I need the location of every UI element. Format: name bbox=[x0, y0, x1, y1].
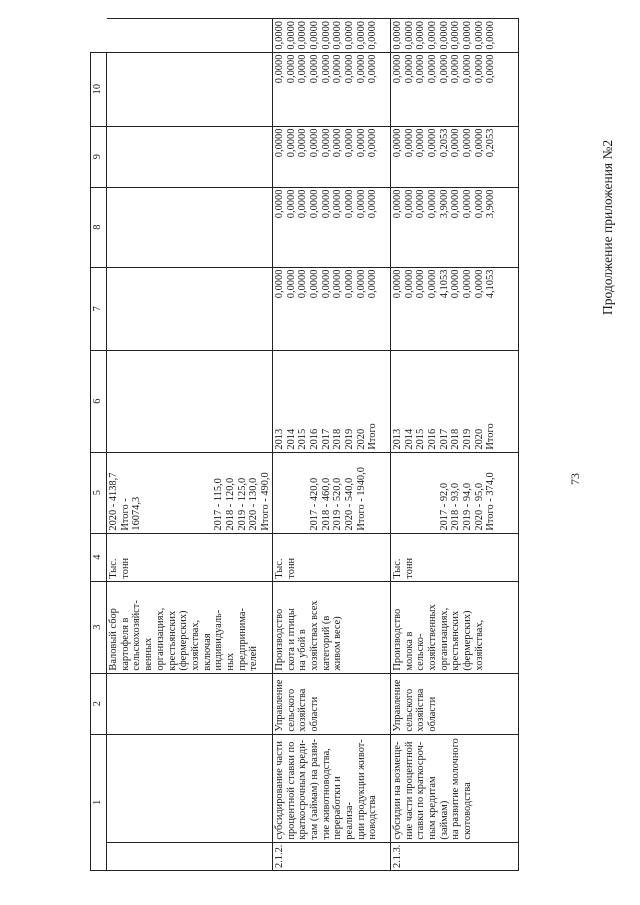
extra-budget-column-values bbox=[392, 21, 497, 50]
value-cell: 0,0000 bbox=[308, 269, 320, 299]
value-cell: 0,0000 bbox=[403, 128, 415, 158]
value-cell: 0,0000 bbox=[415, 54, 427, 84]
continuation-title: Продолжение приложения №2 bbox=[600, 139, 615, 315]
column-number-row bbox=[91, 19, 107, 871]
value-cell: 0,0000 bbox=[473, 189, 485, 219]
value-cell: 0,0000 bbox=[344, 54, 356, 84]
row-number: 2.1.2. bbox=[272, 842, 390, 870]
executor bbox=[107, 673, 273, 734]
value-cell: 0,0000 bbox=[320, 128, 332, 158]
value-cell: 0,0000 bbox=[462, 54, 474, 84]
value-cell: 0,0000 bbox=[391, 269, 403, 299]
value-cell: 0,0000 bbox=[450, 21, 462, 50]
table-row bbox=[107, 19, 273, 871]
year-cell: Итого bbox=[367, 423, 379, 450]
column-number: 8 bbox=[91, 187, 107, 267]
value-cell: 0,0000 bbox=[273, 189, 285, 219]
indicator-name: Валовый сбор картофеля в сельскохозяйст- венных организациях, крестьянских (фермерских) хозяйствах, включая индивидуаль- ных предпринима- телей bbox=[107, 581, 273, 673]
value-cell: 0,0000 bbox=[426, 269, 438, 299]
value-cell: 0,0000 bbox=[485, 54, 497, 84]
unit: Тыс. тонн bbox=[107, 533, 273, 581]
value-cell: 0,0000 bbox=[450, 54, 462, 84]
value-cell: 0,0000 bbox=[462, 189, 474, 219]
year-cell: 2013 bbox=[391, 428, 403, 450]
year-cell: 2018 bbox=[332, 428, 344, 450]
year-cell: 2019 bbox=[462, 428, 474, 450]
local-budget-column bbox=[107, 52, 273, 126]
column-number: 10 bbox=[91, 52, 107, 126]
value-cell: 0,0000 bbox=[285, 54, 297, 84]
column-number: 4 bbox=[91, 533, 107, 581]
value-cell: 0,0000 bbox=[403, 21, 415, 50]
regional-budget-column bbox=[272, 126, 390, 187]
unit: Тыс. тонн bbox=[272, 533, 390, 581]
year-column bbox=[390, 350, 518, 452]
year-cell: 2015 bbox=[297, 428, 309, 450]
value-cell: 0,0000 bbox=[297, 21, 309, 50]
year-cell: Итого bbox=[485, 423, 497, 450]
funding-total-column-values bbox=[274, 270, 379, 348]
local-budget-column bbox=[390, 52, 518, 126]
value-cell: 3,9000 bbox=[485, 189, 497, 219]
year-cell: 2016 bbox=[426, 428, 438, 450]
federal-budget-column bbox=[390, 187, 518, 267]
local-budget-column-values bbox=[392, 55, 497, 124]
column-number: 9 bbox=[91, 126, 107, 187]
program-table bbox=[90, 18, 519, 871]
year-cell: 2019 bbox=[344, 428, 356, 450]
value-cell: 0,0000 bbox=[273, 269, 285, 299]
value-cell: 0,0000 bbox=[473, 54, 485, 84]
value-cell: 0,0000 bbox=[285, 269, 297, 299]
unit: Тыс. тонн bbox=[390, 533, 518, 581]
column-number: 2 bbox=[91, 673, 107, 734]
value-cell: 0,0000 bbox=[485, 21, 497, 50]
value-cell: 0,0000 bbox=[308, 54, 320, 84]
extra-budget-column bbox=[272, 19, 390, 53]
value-cell: 0,0000 bbox=[344, 269, 356, 299]
value-cell: 0,0000 bbox=[426, 54, 438, 84]
value-cell: 0,0000 bbox=[367, 54, 379, 84]
value-cell: 0,0000 bbox=[285, 128, 297, 158]
value-cell: 0,0000 bbox=[462, 128, 474, 158]
indicator-name: Производство скота и птицы на убой в хозяйствах всех категорий (в живом весе) bbox=[272, 581, 390, 673]
funding-total-column bbox=[107, 267, 273, 350]
value-cell: 0,0000 bbox=[355, 54, 367, 84]
value-cell: 0,0000 bbox=[367, 128, 379, 158]
year-column bbox=[272, 350, 390, 452]
value-cell: 0,0000 bbox=[273, 21, 285, 50]
value-cell: 0,0000 bbox=[403, 269, 415, 299]
year-column bbox=[107, 350, 273, 452]
row-number bbox=[107, 842, 273, 870]
funding-total-column-values bbox=[392, 270, 497, 348]
value-cell: 0,0000 bbox=[320, 269, 332, 299]
value-cell: 0,0000 bbox=[320, 21, 332, 50]
regional-budget-column bbox=[107, 126, 273, 187]
value-cell: 0,0000 bbox=[308, 189, 320, 219]
value-cell: 0,0000 bbox=[332, 128, 344, 158]
value-cell: 0,0000 bbox=[438, 21, 450, 50]
value-cell: 0,0000 bbox=[344, 21, 356, 50]
target-values: 2020 - 4138,7 Итого - 16074,3 2017 - 115,0 2018 - 120,0 2019 - 125,0 2020 - 130,0 Итого - 490,0 bbox=[107, 452, 273, 533]
regional-budget-column bbox=[390, 126, 518, 187]
year-cell: 2013 bbox=[273, 428, 285, 450]
year-cell: 2014 bbox=[285, 428, 297, 450]
value-cell: 0,0000 bbox=[426, 189, 438, 219]
target-values: 2017 - 420,0 2018 - 460,0 2019 - 520,0 2020 - 540,0 Итого - 1940,0 bbox=[272, 452, 390, 533]
value-cell: 0,0000 bbox=[403, 189, 415, 219]
value-cell: 0,0000 bbox=[332, 189, 344, 219]
value-cell: 0,0000 bbox=[391, 189, 403, 219]
value-cell: 0,0000 bbox=[297, 54, 309, 84]
value-cell: 0,0000 bbox=[297, 189, 309, 219]
extra-budget-column bbox=[107, 19, 273, 53]
indicator-name: Производство молока в сельско- хозяйственных организациях, крестьянских (фермерских) хозяйствах, bbox=[390, 581, 518, 673]
extra-budget-column-values bbox=[274, 21, 379, 50]
value-cell: 0,0000 bbox=[462, 21, 474, 50]
executor: Управление сельского хозяйства области bbox=[272, 673, 390, 734]
federal-budget-column bbox=[272, 187, 390, 267]
table-row bbox=[272, 19, 390, 871]
regional-budget-column-values bbox=[274, 129, 379, 185]
value-cell: 0,0000 bbox=[355, 189, 367, 219]
row-number: 2.1.3. bbox=[390, 842, 518, 870]
value-cell: 0,0000 bbox=[344, 189, 356, 219]
value-cell: 0,0000 bbox=[297, 128, 309, 158]
value-cell: 4,1053 bbox=[485, 269, 497, 299]
year-cell: 2014 bbox=[403, 428, 415, 450]
federal-budget-column-values bbox=[274, 190, 379, 265]
event-name: субсидии на возмеще- ние части процентной ставки по краткосроч- ным кредитам (займам) на развитие молочного скотоводства bbox=[390, 734, 518, 842]
year-cell: 2016 bbox=[308, 428, 320, 450]
year-column-values bbox=[274, 353, 379, 450]
year-column-values bbox=[392, 353, 497, 450]
value-cell: 0,0000 bbox=[367, 189, 379, 219]
value-cell: 0,0000 bbox=[403, 54, 415, 84]
event-name: субсидирование части процентной ставки по краткосрочным креди- там (займам) на разви- тие животноводства, переработки и реализа- ции продукции живот- новодства bbox=[272, 734, 390, 842]
year-cell: 2020 bbox=[355, 428, 367, 450]
value-cell: 0,0000 bbox=[273, 54, 285, 84]
value-cell: 0,0000 bbox=[473, 269, 485, 299]
value-cell: 0,0000 bbox=[415, 189, 427, 219]
value-cell: 0,0000 bbox=[355, 21, 367, 50]
value-cell: 0,0000 bbox=[308, 21, 320, 50]
column-number: 1 bbox=[91, 734, 107, 870]
value-cell: 0,0000 bbox=[473, 21, 485, 50]
value-cell: 0,0000 bbox=[332, 21, 344, 50]
value-cell: 0,0000 bbox=[391, 21, 403, 50]
value-cell: 0,0000 bbox=[332, 269, 344, 299]
local-budget-column bbox=[272, 52, 390, 126]
value-cell: 0,0000 bbox=[450, 189, 462, 219]
page-number: 73 bbox=[568, 473, 582, 485]
value-cell: 0,0000 bbox=[355, 269, 367, 299]
value-cell: 0,0000 bbox=[450, 128, 462, 158]
year-cell: 2020 bbox=[473, 428, 485, 450]
year-cell: 2017 bbox=[438, 428, 450, 450]
column-number: 7 bbox=[91, 267, 107, 350]
value-cell: 0,0000 bbox=[415, 269, 427, 299]
value-cell: 0,0000 bbox=[473, 128, 485, 158]
target-values: 2017 - 92,0 2018 - 93,0 2019 - 94,0 2020 - 95,0 Итого - 374,0 bbox=[390, 452, 518, 533]
value-cell: 0,0000 bbox=[391, 54, 403, 84]
value-cell: 0,2053 bbox=[485, 128, 497, 158]
table-row bbox=[390, 19, 518, 871]
value-cell: 4,1053 bbox=[438, 269, 450, 299]
funding-total-column bbox=[272, 267, 390, 350]
value-cell: 0,0000 bbox=[367, 21, 379, 50]
value-cell: 0,0000 bbox=[332, 54, 344, 84]
value-cell: 0,0000 bbox=[462, 269, 474, 299]
value-cell: 0,0000 bbox=[391, 128, 403, 158]
event-name bbox=[107, 734, 273, 842]
value-cell: 0,0000 bbox=[320, 189, 332, 219]
extra-budget-column bbox=[390, 19, 518, 53]
value-cell: 0,0000 bbox=[320, 54, 332, 84]
value-cell: 3,9000 bbox=[438, 189, 450, 219]
funding-total-column bbox=[390, 267, 518, 350]
value-cell: 0,2053 bbox=[438, 128, 450, 158]
value-cell: 0,0000 bbox=[438, 54, 450, 84]
value-cell: 0,0000 bbox=[415, 21, 427, 50]
federal-budget-column-values bbox=[392, 190, 497, 265]
value-cell: 0,0000 bbox=[367, 269, 379, 299]
year-cell: 2017 bbox=[320, 428, 332, 450]
executor: Управление сельского хозяйства области bbox=[390, 673, 518, 734]
value-cell: 0,0000 bbox=[297, 269, 309, 299]
value-cell: 0,0000 bbox=[450, 269, 462, 299]
regional-budget-column-values bbox=[392, 129, 497, 185]
value-cell: 0,0000 bbox=[355, 128, 367, 158]
column-number: 6 bbox=[91, 350, 107, 452]
year-cell: 2018 bbox=[450, 428, 462, 450]
column-number: 3 bbox=[91, 581, 107, 673]
value-cell: 0,0000 bbox=[426, 21, 438, 50]
value-cell: 0,0000 bbox=[308, 128, 320, 158]
value-cell: 0,0000 bbox=[285, 21, 297, 50]
value-cell: 0,0000 bbox=[415, 128, 427, 158]
year-cell: 2015 bbox=[415, 428, 427, 450]
local-budget-column-values bbox=[274, 55, 379, 124]
federal-budget-column bbox=[107, 187, 273, 267]
value-cell: 0,0000 bbox=[273, 128, 285, 158]
value-cell: 0,0000 bbox=[426, 128, 438, 158]
value-cell: 0,0000 bbox=[285, 189, 297, 219]
value-cell: 0,0000 bbox=[344, 128, 356, 158]
column-number: 5 bbox=[91, 452, 107, 533]
